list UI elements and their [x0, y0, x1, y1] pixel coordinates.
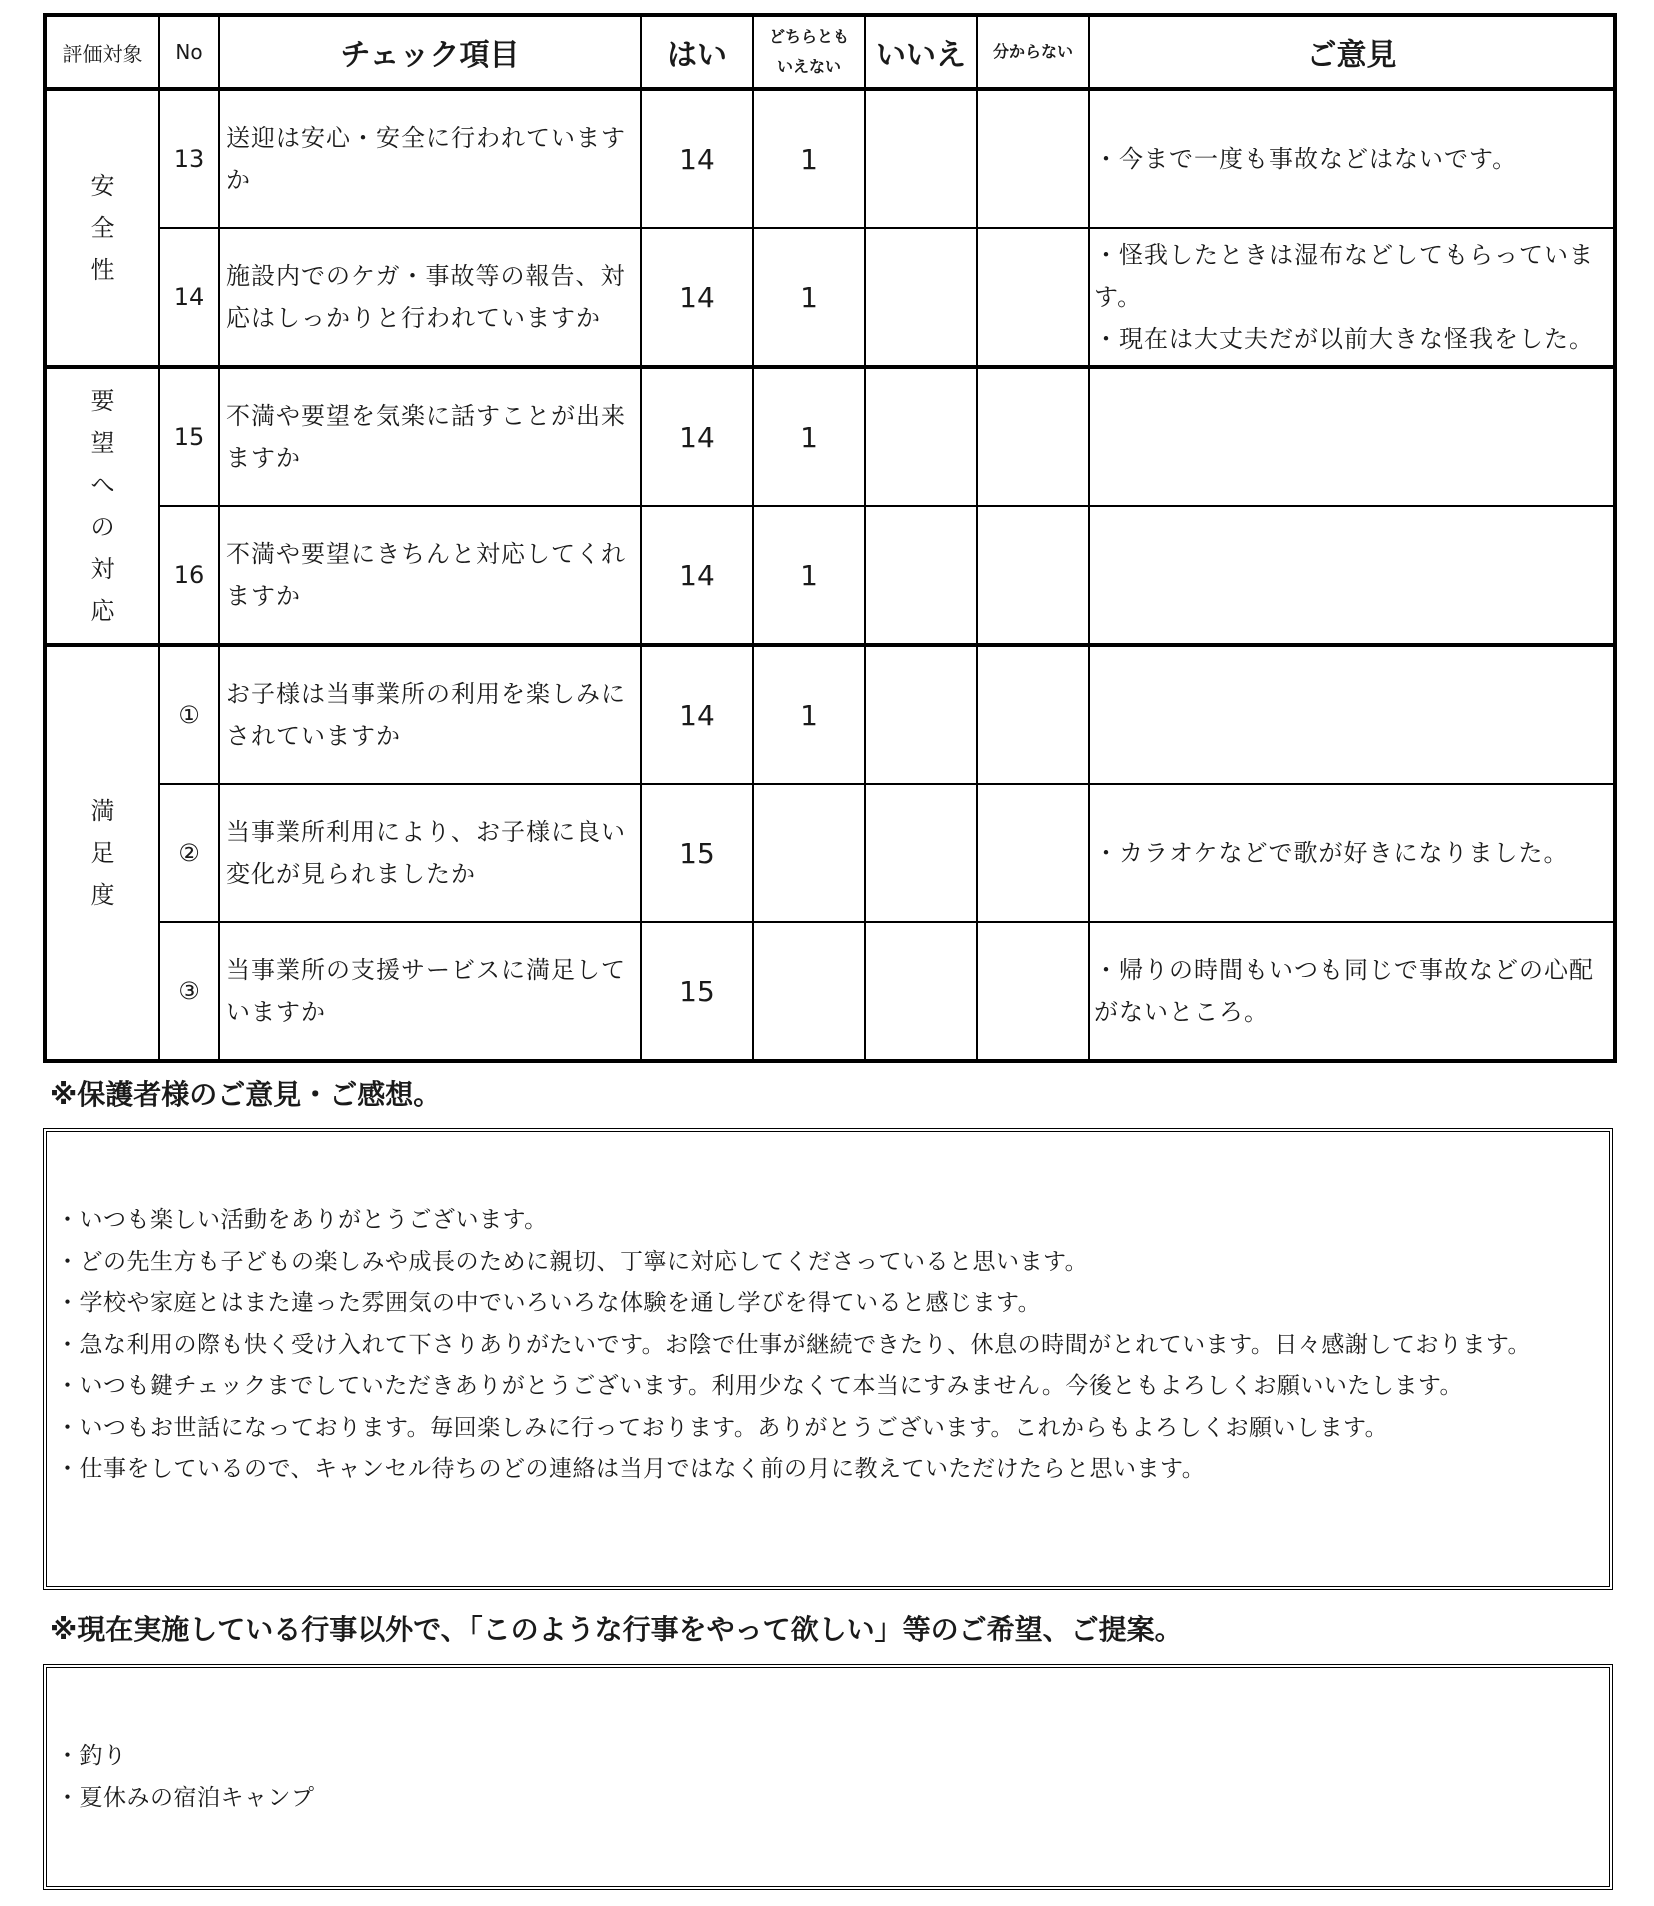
category-char: へ [90, 471, 115, 499]
row-opinion-cell [1089, 506, 1615, 645]
row-no-cell: ③ [159, 922, 219, 1061]
category-char: 足 [90, 839, 115, 867]
category-char: 全 [90, 214, 115, 242]
section1-line: ・いつもお世話になっております。毎回楽しみに行っております。ありがとうございます。これからもよろしくお願いします。 [56, 1414, 1389, 1441]
row-no-answer-cell [865, 89, 977, 228]
row-neither-cell: 1 [753, 228, 865, 367]
row-unknown-cell [977, 784, 1089, 922]
category-char: 度 [90, 881, 115, 909]
header-neither-line1: どちらとも [768, 27, 849, 46]
category-char: 望 [90, 429, 115, 457]
header-item: チェック項目 [219, 15, 641, 89]
category-char: 対 [90, 555, 115, 583]
header-no: No [159, 15, 219, 89]
table-row [45, 506, 1615, 645]
header-target: 評価対象 [45, 15, 159, 89]
row-opinion-cell [1089, 228, 1615, 367]
category-char: 安 [90, 172, 115, 200]
row-unknown-cell [977, 89, 1089, 228]
survey-table [43, 13, 1617, 1063]
row-opinion-cell [1089, 922, 1615, 1061]
category-char: 応 [90, 597, 115, 625]
row-neither-cell: 1 [753, 645, 865, 784]
header-yes: はい [641, 15, 753, 89]
table-row [45, 645, 1615, 784]
section1-title: ※保護者様のご意見・ご感想。 [50, 1078, 442, 1111]
row-no-answer-cell [865, 645, 977, 784]
row-item-cell: 施設内でのケガ・事故等の報告、対応はしっかりと行われていますか [219, 228, 641, 367]
row-no-answer-cell [865, 367, 977, 506]
row-yes-cell: 14 [641, 645, 753, 784]
row-yes-cell: 15 [641, 784, 753, 922]
row-opinion-cell [1089, 784, 1615, 922]
opinion-text: ・現在は大丈夫だが以前大きな怪我をした。 [1094, 325, 1594, 353]
category-char: 性 [90, 256, 115, 284]
row-opinion-cell [1089, 89, 1615, 228]
row-opinion-cell [1089, 367, 1615, 506]
row-no-cell: 15 [159, 367, 219, 506]
row-neither-cell [753, 922, 865, 1061]
row-neither-cell: 1 [753, 89, 865, 228]
row-no-cell: 14 [159, 228, 219, 367]
row-yes-cell: 14 [641, 506, 753, 645]
table-body [45, 89, 1615, 1061]
row-item-cell: 送迎は安心・安全に行われていますか [219, 89, 641, 228]
opinion-text: ・カラオケなどで歌が好きになりました。 [1094, 839, 1569, 867]
row-unknown-cell [977, 922, 1089, 1061]
header-opinion: ご意見 [1089, 15, 1615, 89]
category-char: 要 [90, 387, 115, 415]
category-cell [45, 367, 159, 645]
section2-title: ※現在実施している行事以外で、「このような行事をやって欲しい」等のご希望、ご提案。 [50, 1613, 1183, 1646]
category-cell [45, 645, 159, 1061]
header-unknown: 分からない [977, 15, 1089, 89]
row-neither-cell: 1 [753, 367, 865, 506]
row-yes-cell: 14 [641, 89, 753, 228]
header-neither-line2: いえない [776, 57, 841, 76]
row-no-cell: 13 [159, 89, 219, 228]
section2-line: ・夏休みの宿泊キャンプ [56, 1784, 315, 1811]
row-neither-cell: 1 [753, 506, 865, 645]
table-row [45, 784, 1615, 922]
row-yes-cell: 15 [641, 922, 753, 1061]
row-no-answer-cell [865, 506, 977, 645]
row-item-cell: 当事業所利用により、お子様に良い変化が見られましたか [219, 784, 641, 922]
table-row [45, 228, 1615, 367]
row-item-cell: 不満や要望を気楽に話すことが出来ますか [219, 367, 641, 506]
row-unknown-cell [977, 506, 1089, 645]
row-no-cell: 16 [159, 506, 219, 645]
row-item-cell: お子様は当事業所の利用を楽しみにされていますか [219, 645, 641, 784]
row-no-cell: ① [159, 645, 219, 784]
opinion-text: ・帰りの時間もいつも同じで事故などの心配がないところ。 [1094, 956, 1594, 1026]
row-unknown-cell [977, 367, 1089, 506]
proposals-box [43, 1664, 1613, 1890]
row-unknown-cell [977, 228, 1089, 367]
section1-line: ・急な利用の際も快く受け入れて下さりありがたいです。お陰で仕事が継続できたり、休息の時間がとれています。日々感謝しております。 [56, 1331, 1531, 1358]
row-no-answer-cell [865, 228, 977, 367]
table-header-row [45, 15, 1615, 89]
table-row [45, 367, 1615, 506]
category-char: の [90, 513, 115, 541]
row-no-cell: ② [159, 784, 219, 922]
row-no-answer-cell [865, 922, 977, 1061]
section2-line: ・釣り [56, 1743, 127, 1769]
opinion-text: ・今まで一度も事故などはないです。 [1094, 145, 1518, 173]
table-row [45, 89, 1615, 228]
section1-line: ・仕事をしているので、キャンセル待ちのどの連絡は当月ではなく前の月に教えていただけたらと思います。 [56, 1456, 1206, 1482]
comments-box [43, 1128, 1613, 1590]
row-no-answer-cell [865, 784, 977, 922]
opinion-text: ・怪我したときは湿布などしてもらっています。 [1094, 241, 1594, 311]
header-no-answer: いいえ [865, 15, 977, 89]
row-neither-cell [753, 784, 865, 922]
row-opinion-cell [1089, 645, 1615, 784]
section1-line: ・学校や家庭とはまた違った雰囲気の中でいろいろな体験を通し学びを得ていると感じます。 [56, 1290, 1042, 1316]
category-cell [45, 89, 159, 367]
table-row [45, 922, 1615, 1061]
category-char: 満 [90, 797, 115, 825]
row-item-cell: 不満や要望にきちんと対応してくれますか [219, 506, 641, 645]
row-item-cell: 当事業所の支援サービスに満足していますか [219, 922, 641, 1061]
row-yes-cell: 14 [641, 367, 753, 506]
header-neither [753, 15, 865, 89]
section1-line: ・どの先生方も子どもの楽しみや成長のために親切、丁寧に対応してくださっていると思います。 [56, 1248, 1089, 1275]
section1-line: ・いつも鍵チェックまでしていただきありがとうございます。利用少なくて本当にすみません。今後ともよろしくお願いいたします。 [56, 1373, 1464, 1399]
section1-line: ・いつも楽しい活動をありがとうございます。 [56, 1207, 548, 1233]
row-unknown-cell [977, 645, 1089, 784]
row-yes-cell: 14 [641, 228, 753, 367]
